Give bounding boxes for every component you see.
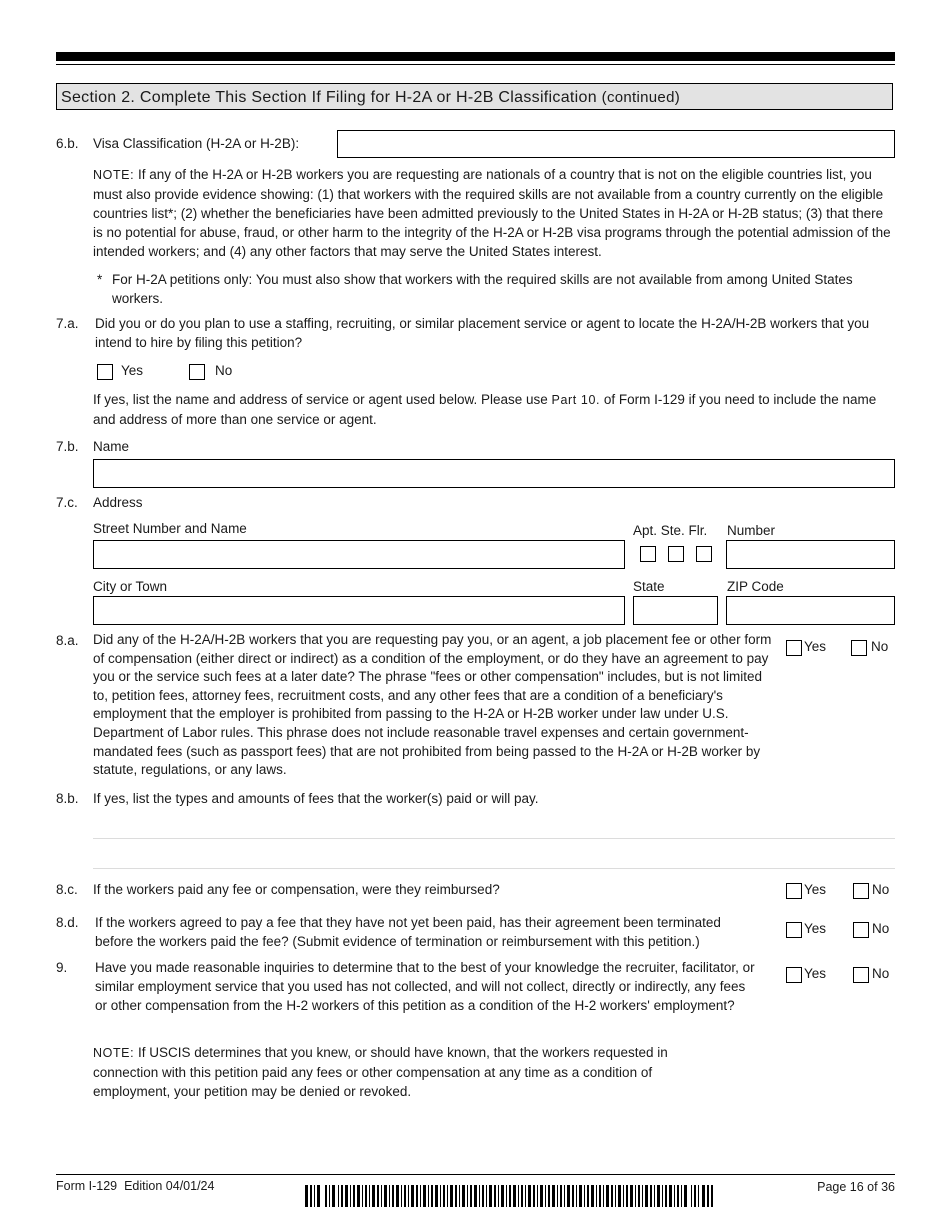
fees-line-1[interactable]	[93, 838, 895, 839]
visa-classification-field[interactable]	[337, 130, 895, 158]
q6b-number: 6.b.	[56, 136, 79, 151]
q8d-number: 8.d.	[56, 915, 79, 930]
barcode	[305, 1185, 713, 1207]
city-label: City or Town	[93, 579, 168, 594]
q9-yes-label: Yes	[804, 966, 827, 981]
q6b-label: Visa Classification (H-2A or H-2B):	[93, 136, 300, 151]
apt-checkbox[interactable]	[640, 546, 656, 562]
q8c-yes-label: Yes	[804, 882, 827, 897]
q7a-yes-checkbox[interactable]	[97, 364, 113, 380]
apt-ste-flr-label: Apt. Ste. Flr.	[633, 523, 708, 538]
q9-no-label: No	[872, 966, 890, 981]
footer-rule	[56, 1174, 895, 1175]
q7a-ifyes-text	[93, 390, 893, 429]
q8c-no-checkbox[interactable]	[853, 883, 869, 899]
q8c-yes-checkbox[interactable]	[786, 883, 802, 899]
ifyes-before: If yes, list the name and address of service or agent used below. Please use	[93, 392, 552, 407]
q8d-no-checkbox[interactable]	[853, 922, 869, 938]
zip-label: ZIP Code	[727, 579, 784, 594]
agent-name-field[interactable]	[93, 459, 895, 488]
q8c-no-label: No	[872, 882, 890, 897]
footer-page: Page 16 of 36	[817, 1180, 895, 1194]
zip-field[interactable]	[726, 596, 895, 625]
note-text: If any of the H-2A or H-2B workers you are requesting are nationals of a country that is not on the eligible countries list, you must also provide evidence showing: (1) that workers with the required skills are not available from a country currently on the eligible countries list*; (2) whether the beneficiaries have been admitted previously to the United States in H-2A or H-2B status; (3) that there is no potential for abuse, fraud, or other harm to the integrity of the H-2A or H-2B visa programs through the potential admission of the intended workers; and (4) any other factors that may serve the United States interest.	[93, 167, 891, 259]
top-rule-thin	[56, 64, 895, 65]
note-label: NOTE:	[93, 168, 135, 182]
q9-no-checkbox[interactable]	[853, 967, 869, 983]
number-label: Number	[727, 523, 776, 538]
q9-text: Have you made reasonable inquiries to determine that to the best of your knowledge the recruiter, facilitator, or similar employment service that you used has not collected, and will not collect, directly or indirectly, any fees or other compensation from the H-2 workers of this petition as a condition of the H-2 workers' employment?	[95, 960, 755, 1013]
q8a-yes-checkbox[interactable]	[786, 640, 802, 656]
apt-number-field[interactable]	[726, 540, 895, 569]
q7a-yes-label: Yes	[121, 363, 144, 378]
q8a-no-checkbox[interactable]	[851, 640, 867, 656]
q6b-note	[93, 165, 893, 261]
q8a-no-label: No	[871, 639, 889, 654]
q7a-no-checkbox[interactable]	[189, 364, 205, 380]
q8a-text: Did any of the H-2A/H-2B workers that you are requesting pay you, or an agent, a job placement fee or other form of compensation (either direct or indirect) as a condition of the employment, or do they have an agreement to pay you or the service such fees at a later date? The phrase "fees or other compensation" includes, but is not limited to, petition fees, attorney fees, recruitment costs, and any other fees that are a condition of a beneficiary's employment that the employer is prohibited from passing to the H-2A or H-2B worker under law under U.S. Department of Labor rules. This phrase does not include reasonable travel expenses and certain government-mandated fees (such as passport fees) that are not prohibited from being passed to the H-2A or H-2B worker by statute, regulations, or any laws.	[93, 632, 772, 778]
ste-checkbox[interactable]	[668, 546, 684, 562]
q9-note-text: If USCIS determines that you knew, or should have known, that the workers requested in connection with this petition paid any fees or other compensation at any time as a condition of employment, your petition may be denied or revoked.	[93, 1045, 668, 1099]
q9-yes-checkbox[interactable]	[786, 967, 802, 983]
footnote-text: For H-2A petitions only: You must also show that workers with the required skills are not available from among United States workers.	[112, 272, 853, 306]
section-header	[56, 83, 893, 110]
q9-note	[93, 1043, 733, 1101]
q9-number: 9.	[56, 960, 68, 975]
q9-note-label: NOTE:	[93, 1046, 135, 1060]
city-field[interactable]	[93, 596, 625, 625]
q8a-yes-label: Yes	[804, 639, 827, 654]
q8c-text: If the workers paid any fee or compensation, were they reimbursed?	[93, 882, 500, 897]
top-rule-thick	[56, 52, 895, 61]
footer-form-name: Form I-129	[56, 1179, 118, 1193]
section-continued: (continued)	[601, 89, 681, 106]
q7c-number: 7.c.	[56, 495, 78, 510]
footnote-star: *	[97, 272, 103, 287]
street-label: Street Number and Name	[93, 521, 247, 536]
section-title: Section 2. Complete This Section If Filing for H-2A or H-2B Classification	[61, 89, 597, 106]
q8c-number: 8.c.	[56, 882, 78, 897]
q7b-label: Name	[93, 439, 130, 454]
state-label: State	[633, 579, 665, 594]
ifyes-after: of Form I-129 if you need to include the name and address of more than one service or agent.	[93, 392, 877, 427]
flr-checkbox[interactable]	[696, 546, 712, 562]
q7a-text: Did you or do you plan to use a staffing, recruiting, or similar placement service or agent to locate the H-2A/H-2B workers that you intend to hire by filing this petition?	[95, 316, 870, 350]
q8b-number: 8.b.	[56, 791, 79, 806]
state-field[interactable]	[633, 596, 718, 625]
q7b-number: 7.b.	[56, 439, 79, 454]
q8d-yes-label: Yes	[804, 921, 827, 936]
footer-edition: Edition 04/01/24	[124, 1179, 215, 1193]
q7a-number: 7.a.	[56, 316, 79, 331]
footer-form	[56, 1177, 214, 1196]
ifyes-part-ref: Part 10.	[551, 393, 601, 407]
street-field[interactable]	[93, 540, 625, 569]
fees-line-2[interactable]	[93, 868, 895, 869]
q8d-yes-checkbox[interactable]	[786, 922, 802, 938]
q7a-no-label: No	[215, 363, 233, 378]
q8b-text: If yes, list the types and amounts of fees that the worker(s) paid or will pay.	[93, 791, 539, 806]
q8d-no-label: No	[872, 921, 890, 936]
q7c-label: Address	[93, 495, 143, 510]
q8d-text: If the workers agreed to pay a fee that they have not yet been paid, has their agreement been terminated before the workers paid the fee? (Submit evidence of termination or reimbursement with this petition.)	[95, 915, 721, 949]
q8a-number: 8.a.	[56, 633, 79, 648]
